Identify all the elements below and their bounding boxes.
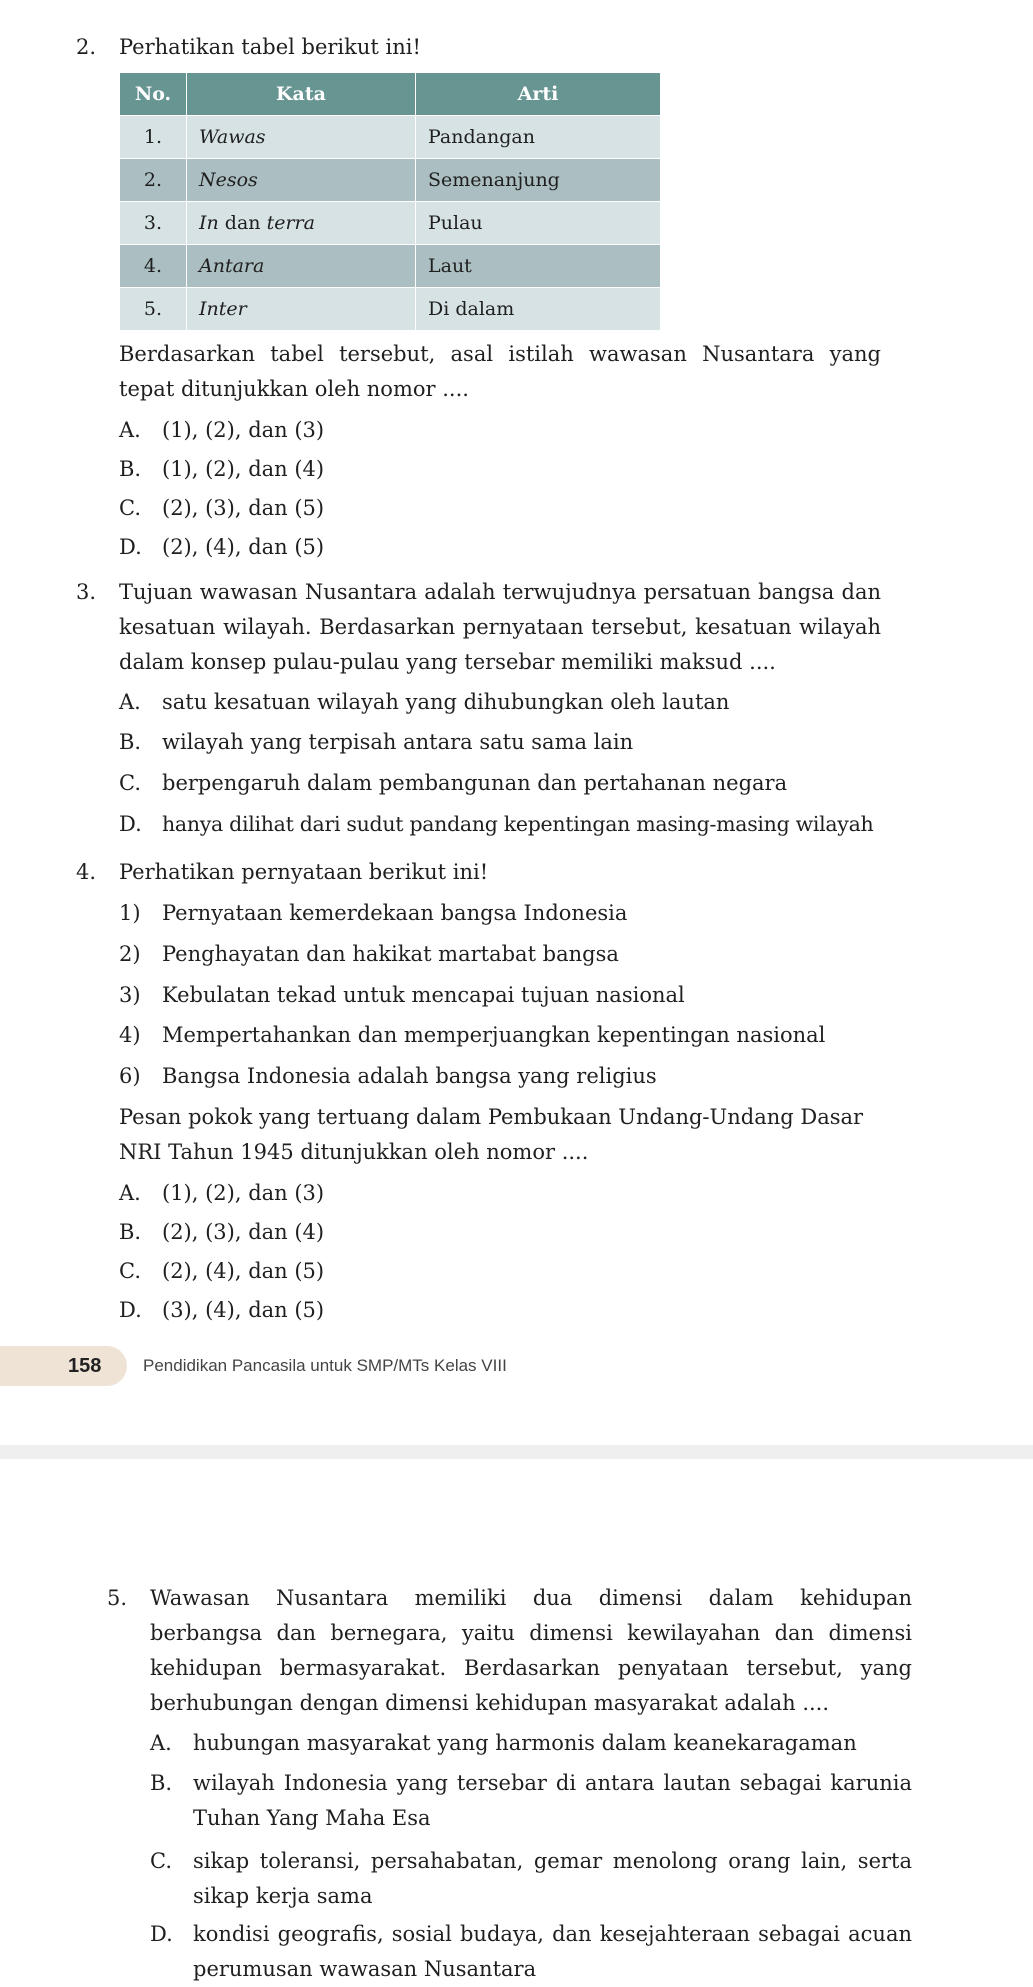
table-row [120, 245, 661, 288]
question-text: Wawasan Nusantara memiliki dua dimensi dalam kehidupan berbangsa dan bernegara, yaitu dimensi kewilayahan dan dimensi kehidupan bermasyarakat. Berdasarkan penyataan tersebut, yang berhubungan dengan dimensi kehidupan masyarakat adalah .... [150, 1586, 912, 1715]
question-prompt: Perhatikan pernyataan berikut ini! [119, 860, 489, 884]
statement-number: 1) [119, 901, 141, 925]
cell-no: 4. [120, 245, 187, 288]
statement-number: 6) [119, 1064, 141, 1088]
cell-arti: Semenanjung [416, 159, 661, 202]
statement-text: Mempertahankan dan memperjuangkan kepentingan nasional [162, 1023, 826, 1047]
option-letter: D. [119, 1298, 142, 1322]
cell-no: 2. [120, 159, 187, 202]
question-number: 4. [76, 860, 97, 884]
statement-text: Penghayatan dan hakikat martabat bangsa [162, 942, 619, 966]
option-text: (1), (2), dan (4) [162, 457, 325, 481]
statement-text: Kebulatan tekad untuk mencapai tujuan nasional [162, 983, 685, 1007]
option-letter: A. [119, 418, 141, 442]
header-kata: Kata [187, 73, 416, 116]
header-arti: Arti [416, 73, 661, 116]
statement-text: Pernyataan kemerdekaan bangsa Indonesia [162, 901, 628, 925]
option-text: (2), (3), dan (4) [162, 1220, 325, 1244]
book-title: Pendidikan Pancasila untuk SMP/MTs Kelas VIII [143, 1356, 507, 1375]
option-text: sikap toleransi, persahabatan, gemar menolong orang lain, serta sikap kerja sama [193, 1849, 912, 1908]
option-text: (1), (2), dan (3) [162, 1181, 325, 1205]
option-text: (2), (3), dan (5) [162, 496, 325, 520]
question-number: 2. [76, 35, 97, 59]
statement-text: Bangsa Indonesia adalah bangsa yang religius [162, 1064, 657, 1088]
option-text: hanya dilihat dari sudut pandang kepentingan masing-masing wilayah [162, 812, 874, 836]
statement-number: 3) [119, 983, 141, 1007]
option-letter: A. [119, 1181, 141, 1205]
option-letter: B. [119, 457, 142, 481]
cell-kata: Wawas [187, 116, 416, 159]
table-row [120, 202, 661, 245]
option-letter: A. [150, 1731, 172, 1755]
cell-kata: Inter [187, 288, 416, 331]
question-text: Berdasarkan tabel tersebut, asal istilah wawasan Nusantara yang tepat ditunjukkan oleh nomor .... [119, 342, 881, 401]
option-letter: B. [119, 730, 142, 754]
page-separator [0, 1445, 1033, 1459]
table-header-row [120, 73, 661, 116]
option-text: satu kesatuan wilayah yang dihubungkan oleh lautan [162, 690, 730, 714]
statement-number: 4) [119, 1023, 141, 1047]
question-prompt: Perhatikan tabel berikut ini! [119, 35, 421, 59]
option-letter: C. [119, 496, 141, 520]
cell-arti: Pandangan [416, 116, 661, 159]
option-text: (3), (4), dan (5) [162, 1298, 325, 1322]
table-row [120, 116, 661, 159]
word-meaning-table [119, 72, 661, 331]
option-b[interactable] [150, 1766, 912, 1836]
question-number: 3. [76, 580, 97, 604]
option-text: (2), (4), dan (5) [162, 1259, 325, 1283]
cell-no: 5. [120, 288, 187, 331]
cell-kata: Nesos [187, 159, 416, 202]
question-text: Pesan pokok yang tertuang dalam Pembukaan Undang-Undang Dasar NRI Tahun 1945 ditunjukkan oleh nomor .... [119, 1105, 864, 1164]
option-letter: B. [150, 1771, 173, 1795]
option-letter: C. [119, 1259, 141, 1283]
option-text: kondisi geografis, sosial budaya, dan kesejahteraan sebagai acuan perumusan wawasan Nusantara [193, 1922, 912, 1981]
kata-part-in: In [199, 212, 219, 234]
option-text: hubungan masyarakat yang harmonis dalam keanekaragaman [193, 1731, 857, 1755]
cell-kata [187, 202, 416, 245]
option-text: wilayah yang terpisah antara satu sama lain [162, 730, 634, 754]
option-letter: C. [119, 771, 141, 795]
option-text: (2), (4), dan (5) [162, 535, 325, 559]
cell-arti: Di dalam [416, 288, 661, 331]
option-letter: D. [119, 812, 142, 836]
option-letter: C. [150, 1849, 172, 1873]
option-text: berpengaruh dalam pembangunan dan pertahanan negara [162, 771, 788, 795]
option-text: (1), (2), dan (3) [162, 418, 325, 442]
question-text: Tujuan wawasan Nusantara adalah terwujudnya persatuan bangsa dan kesatuan wilayah. Berdasarkan pernyataan tersebut, kesatuan wilayah dalam konsep pulau-pulau yang tersebar memiliki maksud .... [119, 580, 881, 674]
option-letter: B. [119, 1220, 142, 1244]
cell-no: 1. [120, 116, 187, 159]
header-no: No. [120, 73, 187, 116]
page-number-tab [0, 1346, 127, 1386]
option-c[interactable] [150, 1844, 912, 1914]
table-row [120, 288, 661, 331]
option-letter: A. [119, 690, 141, 714]
cell-no: 3. [120, 202, 187, 245]
table-row [120, 159, 661, 202]
cell-arti: Laut [416, 245, 661, 288]
option-text: wilayah Indonesia yang tersebar di antara lautan sebagai karunia Tuhan Yang Maha Esa [193, 1771, 912, 1830]
cell-kata: Antara [187, 245, 416, 288]
textbook-page-159 [0, 1459, 1033, 1987]
statement-number: 2) [119, 942, 141, 966]
kata-part-terra: terra [266, 212, 315, 234]
option-letter: D. [150, 1922, 173, 1946]
option-d[interactable] [150, 1917, 912, 1987]
page-number: 158 [68, 1355, 102, 1377]
question-number: 5. [107, 1586, 128, 1610]
cell-arti: Pulau [416, 202, 661, 245]
option-letter: D. [119, 535, 142, 559]
kata-part-dan: dan [218, 212, 267, 234]
